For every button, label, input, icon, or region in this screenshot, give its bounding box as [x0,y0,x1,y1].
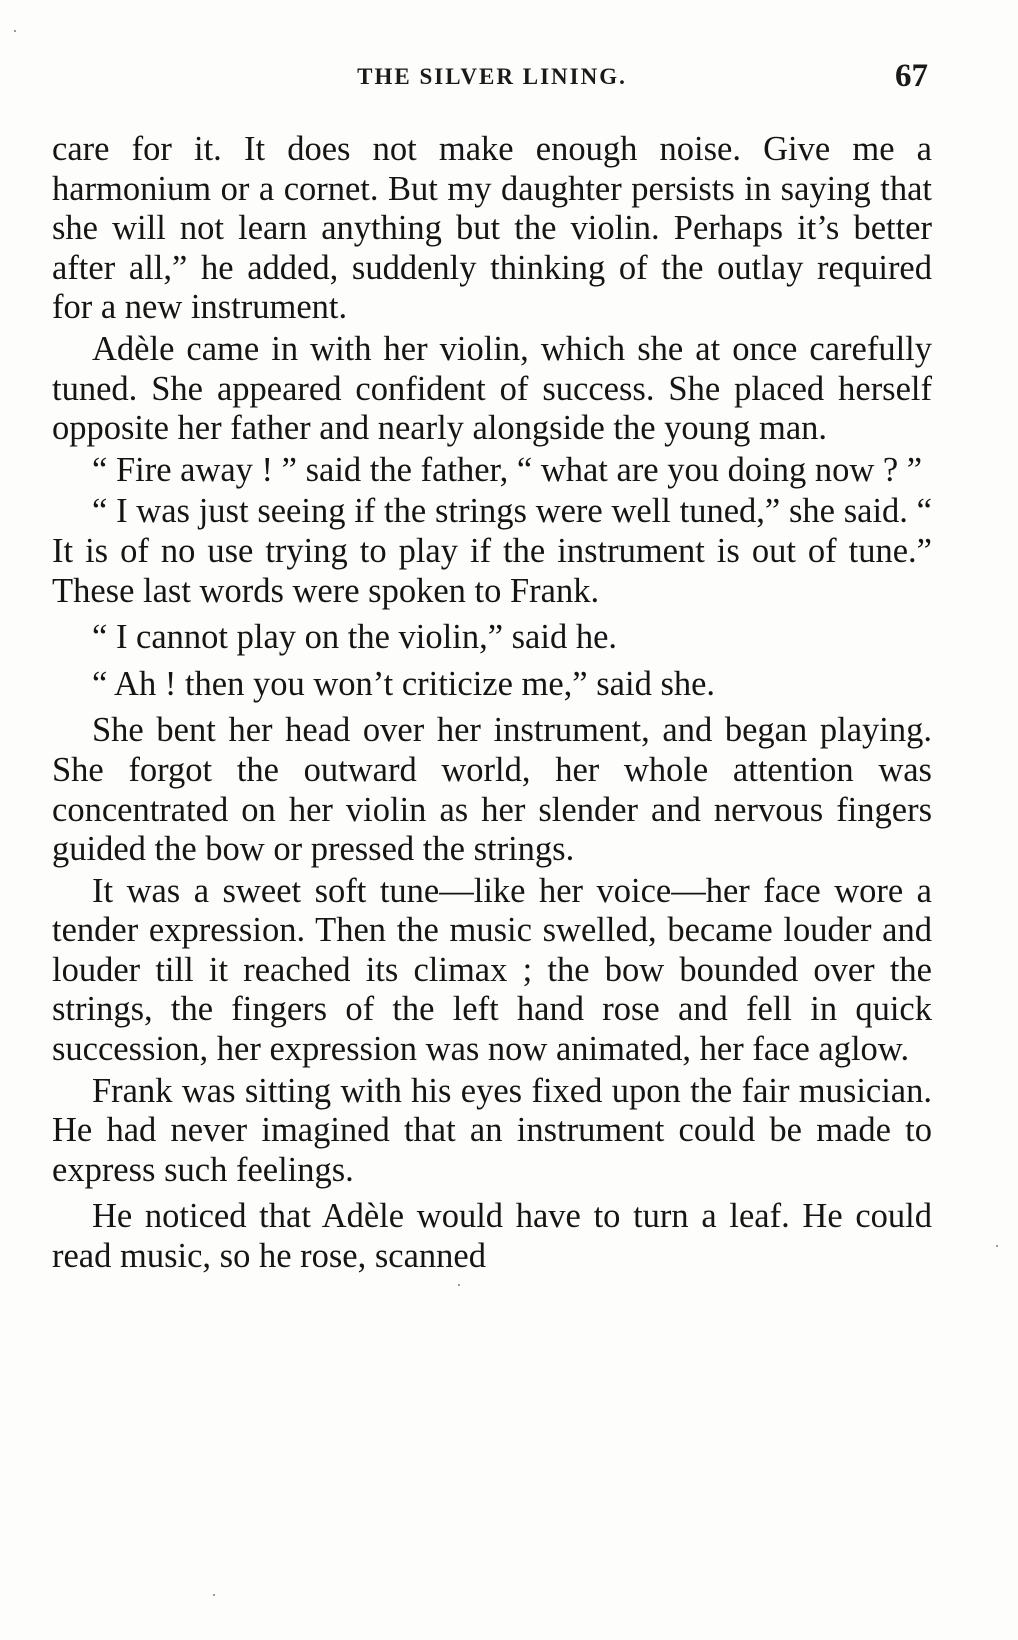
paragraph-strings-tuned: “ I was just seeing if the strings were well tuned,” she said. “ It is of no use trying to play if the instrument is out of tune.” These last words were spoken to Frank. [52,492,932,610]
paragraph-began-playing: She bent her head over her instrument, and began playing. She forgot the outward world, her whole attention was concentrated on her violin as her slender and nervous fingers guided the bow or pressed the strings. [52,711,932,869]
paragraph-frank-watching: Frank was sitting with his eyes fixed upon the fair musician. He had never imagined that an instrument could be made to express such feelings. [52,1071,932,1189]
body-text [52,130,932,1279]
scan-speck [458,1284,460,1286]
running-title: THE SILVER LINING. [357,64,627,89]
paragraph-turn-leaf: He noticed that Adèle would have to turn a leaf. He could read music, so he rose, scanned [52,1197,932,1276]
paragraph-wont-criticize: “ Ah ! then you won’t criticize me,” said she. [92,664,716,703]
scan-speck [14,30,16,32]
paragraph-cannot-play: “ I cannot play on the violin,” said he. [92,618,618,657]
page-number: 67 [895,58,928,94]
paragraph-fire-away: “ Fire away ! ” said the father, “ what are you doing now ? ” [92,450,923,489]
paragraph-adele-enters: Adèle came in with her violin, which she at once carefully tuned. She appeared confident of success. She placed herself opposite her father and nearly alongside the young man. [52,329,932,448]
running-head [56,58,928,98]
scan-speck [213,1594,215,1596]
paragraph-continuation: care for it. It does not make enough noise. Give me a harmonium or a cornet. But my daughter persists in saying that she will not learn anything but the violin. Perhaps it’s better after all,” he added, suddenly thinking of the outlay required for a new instrument. [52,130,932,327]
scan-speck [996,1245,998,1247]
paragraph-sweet-tune: It was a sweet soft tune—like her voice—her face wore a tender expression. Then the music swelled, became louder and louder till it reached its climax ; the bow bounded over the strings, the fingers of the left hand rose and fell in quick succession, her expression was now animated, her face aglow. [52,871,932,1069]
